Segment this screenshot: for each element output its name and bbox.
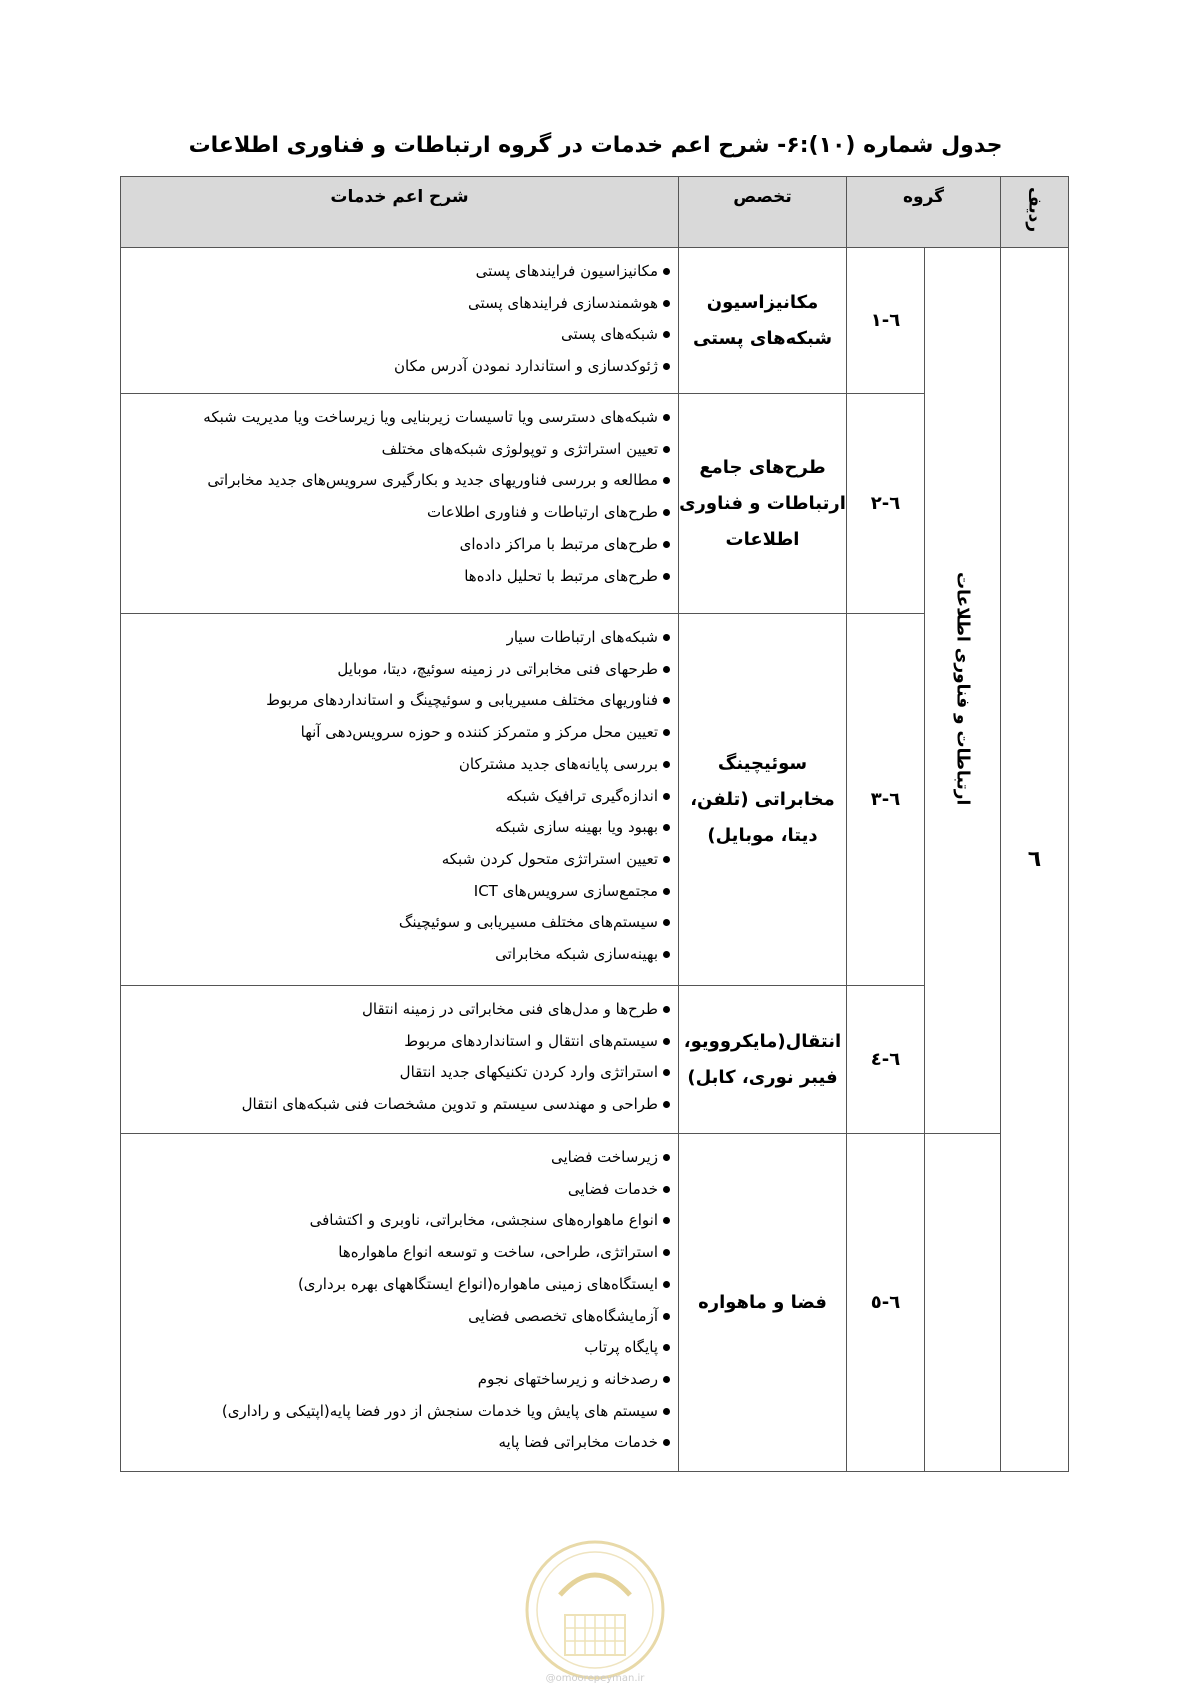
row-description: [121, 394, 679, 614]
list-item: [129, 351, 670, 383]
list-item: [129, 1364, 670, 1396]
list-item: [129, 561, 670, 593]
row-code: ٦-١: [847, 248, 925, 394]
list-item-text: ایستگاه‌های زمینی ماهواره(انواع ایستگاههای بهره برداری): [297, 1274, 658, 1293]
page-title: جدول شماره (۱۰):۶- شرح اعم خدمات در گروه ارتباطات و فناوری اطلاعات: [188, 133, 1003, 158]
bullet-icon: [663, 363, 670, 370]
list-item-text: آزمایشگاه‌های تخصصی فضایی: [468, 1306, 658, 1325]
bullet-icon: [663, 1313, 670, 1320]
bullet-icon: [663, 573, 670, 580]
list-item: [129, 939, 670, 971]
list-item: [129, 1301, 670, 1333]
bullet-icon: [663, 509, 670, 516]
list-item-text: بهینه‌سازی شبکه مخابراتی: [495, 945, 658, 964]
list-item: [129, 1142, 670, 1174]
list-item: [129, 1427, 670, 1459]
list-item: [129, 1089, 670, 1121]
list-item-text: طرح‌های مرتبط با مراکز داده‌ای: [459, 534, 658, 553]
bullet-icon: [663, 824, 670, 831]
row-specialty: انتقال(مایکروویو، فیبر نوری، کابل): [679, 986, 847, 1134]
list-item: [129, 434, 670, 466]
row-description: [121, 986, 679, 1134]
bullet-icon: [663, 1186, 670, 1193]
bullet-icon: [663, 300, 670, 307]
group-cell: [925, 248, 1001, 1134]
list-item: [129, 717, 670, 749]
bullet-icon: [663, 541, 670, 548]
list-item-text: زیرساخت فضایی: [550, 1148, 658, 1166]
group-cell-empty: [925, 1134, 1001, 1472]
bullet-icon: [663, 761, 670, 768]
list-item: [129, 654, 670, 686]
bullet-icon: [663, 729, 670, 736]
bullet-icon: [663, 856, 670, 863]
list-item-text: انواع ماهواره‌های سنجشی، مخابراتی، ناوبری و اکتشافی: [309, 1211, 658, 1230]
list-item: [129, 749, 670, 781]
list-item: [129, 465, 670, 497]
row-code: ٦-٥: [847, 1134, 925, 1472]
list-item: [129, 1026, 670, 1058]
row-description: [121, 614, 679, 986]
list-item-text: سیستم های پایش ویا خدمات سنجش از دور فضا پایه(اپتیکی و راداری): [221, 1401, 658, 1420]
list-item-text: طرح‌ها و مدل‌های فنی مخابراتی در زمینه انتقال: [361, 1000, 658, 1018]
list-item: [129, 622, 670, 654]
header-radif: ردیف: [1001, 177, 1069, 248]
bullet-icon: [663, 1101, 670, 1108]
list-item: [129, 497, 670, 529]
list-item-text: استراتژی وارد کردن تکنیکهای جدید انتقال: [399, 1063, 658, 1082]
list-item: [129, 812, 670, 844]
list-item: [129, 256, 670, 288]
list-item: [129, 1057, 670, 1089]
list-item: [129, 1269, 670, 1301]
bullet-icon: [663, 1006, 670, 1013]
bullet-icon: [663, 1069, 670, 1076]
bullet-icon: [663, 1439, 670, 1446]
list-item-text: سیستم‌های انتقال و استانداردهای مربوط: [404, 1031, 658, 1050]
list-item: [129, 876, 670, 908]
bullet-icon: [663, 331, 670, 338]
bullet-icon: [663, 1154, 670, 1161]
row-specialty: سوئیچینگ مخابراتی (تلفن، دیتا، موبایل): [679, 614, 847, 986]
watermark-logo: [520, 1535, 670, 1685]
table-header-row: [121, 177, 1069, 248]
list-item-text: شبکه‌های پستی: [561, 325, 658, 344]
list-item-text: بررسی پایانه‌های جدید مشترکان: [458, 754, 658, 773]
list-item-text: مجتمع‌سازی سرویس‌های ICT: [473, 881, 658, 900]
list-item-text: تعیین استراتژی و توپولوژی شبکه‌های مختلف: [381, 439, 658, 458]
list-item: [129, 402, 670, 434]
table-row: [121, 1134, 1069, 1472]
list-item-text: تعیین محل مرکز و متمرکز کننده و حوزه سرویس‌دهی آنها: [300, 723, 658, 742]
bullet-icon: [663, 1281, 670, 1288]
radif-cell: ٦: [1001, 248, 1069, 1472]
bullet-icon: [663, 1408, 670, 1415]
list-item: [129, 907, 670, 939]
row-specialty: مکانیزاسیون شبکه‌های پستی: [679, 248, 847, 394]
bullet-icon: [663, 697, 670, 704]
bullet-icon: [663, 793, 670, 800]
row-code: ٦-٤: [847, 986, 925, 1134]
bullet-icon: [663, 1249, 670, 1256]
header-specialty: تخصص: [679, 177, 847, 248]
list-item-text: ژئوکدسازی و استاندارد نمودن آدرس مکان: [394, 357, 658, 376]
row-specialty: طرح‌های جامع ارتباطات و فناوری اطلاعات: [679, 394, 847, 614]
list-item-text: رصدخانه و زیرساختهای نجوم: [477, 1369, 658, 1388]
list-item: [129, 781, 670, 813]
list-item-text: اندازه‌گیری ترافیک شبکه: [506, 786, 658, 805]
row-code: ٦-٢: [847, 394, 925, 614]
list-item: [129, 1396, 670, 1428]
list-item-text: مکانیزاسیون فرایندهای پستی: [475, 262, 658, 280]
svg-text:@omoorepeyman.ir: @omoorepeyman.ir: [545, 1673, 645, 1684]
list-item-text: مطالعه و بررسی فناوریهای جدید و بکارگیری سرویس‌های جدید مخابراتی: [207, 471, 658, 490]
list-item-text: طرح‌های مرتبط با تحلیل داده‌ها: [464, 566, 658, 585]
list-item: [129, 994, 670, 1026]
list-item-text: خدمات فضایی: [567, 1179, 658, 1198]
bullet-icon: [663, 1038, 670, 1045]
row-description: [121, 1134, 679, 1472]
bullet-icon: [663, 268, 670, 275]
list-item: [129, 844, 670, 876]
bullet-icon: [663, 666, 670, 673]
row-specialty: فضا و ماهواره: [679, 1134, 847, 1472]
list-item-text: پایگاه پرتاب: [584, 1338, 658, 1357]
list-item-text: طرح‌های ارتباطات و فناوری اطلاعات: [427, 503, 658, 522]
bullet-icon: [663, 446, 670, 453]
row-code: ٦-٣: [847, 614, 925, 986]
list-item: [129, 1174, 670, 1206]
list-item: [129, 1237, 670, 1269]
list-item-text: تعیین استراتژی متحول کردن شبکه: [441, 849, 658, 868]
list-item: [129, 1332, 670, 1364]
list-item-text: شبکه‌های دسترسی ویا تاسیسات زیربنایی ویا زیرساخت ویا مدیریت شبکه: [203, 408, 658, 426]
list-item-text: فناوریهای مختلف مسیریابی و سوئیچینگ و استانداردهای مربوط: [266, 691, 658, 710]
list-item-text: سیستم‌های مختلف مسیریابی و سوئیچینگ: [398, 913, 658, 932]
header-description: شرح اعم خدمات: [121, 177, 679, 248]
list-item-text: طراحی و مهندسی سیستم و تدوین مشخصات فنی شبکه‌های انتقال: [241, 1095, 658, 1114]
list-item: [129, 685, 670, 717]
list-item-text: شبکه‌های ارتباطات سیار: [506, 628, 658, 646]
bullet-icon: [663, 634, 670, 641]
bullet-icon: [663, 1217, 670, 1224]
list-item: [129, 288, 670, 320]
header-group: گروه: [847, 177, 1001, 248]
list-item: [129, 529, 670, 561]
list-item-text: طرحهای فنی مخابراتی در زمینه سوئیچ، دیتا، موبایل: [337, 659, 658, 678]
bullet-icon: [663, 414, 670, 421]
list-item: [129, 319, 670, 351]
bullet-icon: [663, 888, 670, 895]
row-description: [121, 248, 679, 394]
bullet-icon: [663, 951, 670, 958]
bullet-icon: [663, 1344, 670, 1351]
bullet-icon: [663, 1376, 670, 1383]
list-item: [129, 1205, 670, 1237]
services-table: [120, 176, 1069, 1472]
list-item-text: استراتژی، طراحی، ساخت و توسعه انواع ماهواره‌ها: [338, 1243, 658, 1262]
bullet-icon: [663, 919, 670, 926]
group-name: ارتباطات و فناوری اطلاعات: [952, 571, 973, 806]
bullet-icon: [663, 477, 670, 484]
list-item-text: بهبود ویا بهینه سازی شبکه: [495, 818, 658, 837]
table-row: [121, 248, 1069, 394]
list-item-text: هوشمندسازی فرایندهای پستی: [468, 293, 658, 312]
list-item-text: خدمات مخابراتی فضا پایه: [498, 1433, 658, 1452]
